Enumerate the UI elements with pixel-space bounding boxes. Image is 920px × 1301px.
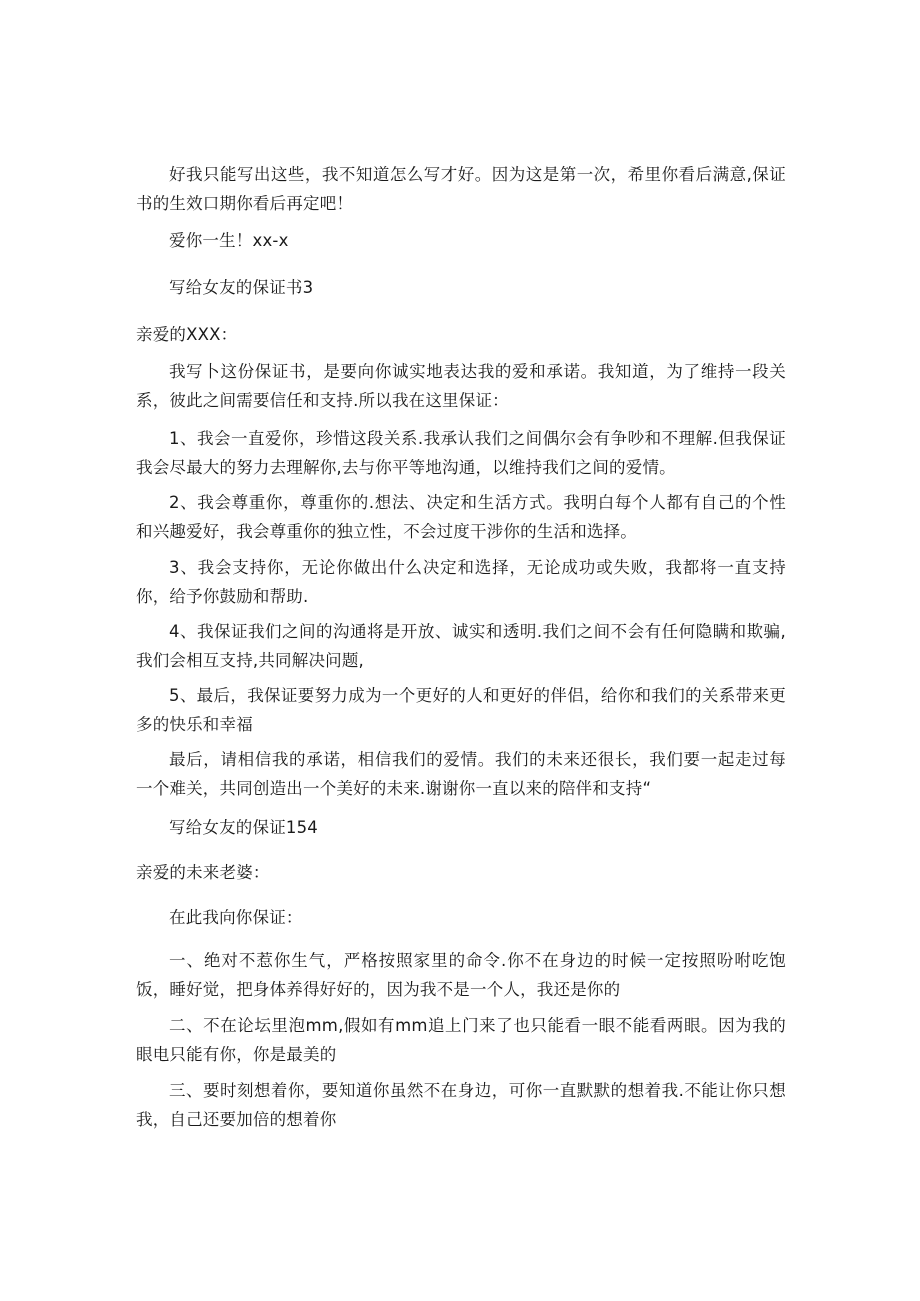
paragraph-pledge-3: 三、要时刻想着你，要知道你虽然不在身边，可你一直默默的想着我.不能让你只想我，自己还要加倍的想着你 — [136, 1081, 786, 1129]
salutation-2: 亲爱的未来老婆： — [136, 863, 270, 882]
salutation-1: 亲爱的XXX： — [136, 325, 238, 344]
section-heading-154: 写给女友的保证154 — [169, 818, 318, 837]
paragraph-item-3: 3、我会支持你，无论你做出什么决定和选择，无论成功或失败，我都将一直支持你，给予你鼓励和帮助. — [136, 558, 786, 606]
paragraph-signature: 爱你一生！xx-x — [169, 231, 289, 250]
section-heading-3: 写给女友的保证书3 — [169, 278, 314, 297]
paragraph-item-4: 4、我保证我们之间的沟通将是开放、诚实和透明.我们之间不会有任何隐瞒和欺骗,我们会相互支持,共同解决问题, — [136, 622, 786, 670]
paragraph-item-5: 5、最后，我保证要努力成为一个更好的人和更好的伴侣，给你和我们的关系带来更多的快乐和幸福 — [136, 686, 786, 734]
paragraph-pledge-2: 二、不在论坛里泡mm,假如有mm追上门来了也只能看一眼不能看两眼。因为我的眼电只能有你，你是最美的 — [136, 1016, 786, 1064]
paragraph-pledge-1: 一、绝对不惹你生气，严格按照家里的命令.你不在身边的时候一定按照吩咐吃饱饭，睡好觉，把身体养得好好的，因为我不是一个人，我还是你的 — [136, 951, 786, 999]
paragraph-pledge-intro: 在此我向你保证： — [169, 908, 303, 927]
paragraph-item-1: 1、我会一直爱你，珍惜这段关系.我承认我们之间偶尔会有争吵和不理解.但我保证我会尽最大的努力去理解你,去与你平等地沟通，以维持我们之间的爱情。 — [136, 429, 786, 477]
paragraph-item-2: 2、我会尊重你，尊重你的.想法、决定和生活方式。我明白每个人都有自己的个性和兴趣爱好，我会尊重你的独立性，不会过度干涉你的生活和选择。 — [136, 493, 786, 541]
paragraph-intro: 我写卜这份保证书，是要向你诚实地表达我的爱和承诺。我知道，为了维持一段关系，彼此之间需要信任和支持.所以我在这里保证： — [136, 362, 786, 410]
paragraph-closing-note: 好我只能写出这些，我不知道怎么写才好。因为这是第一次，希里你看后满意,保证书的生效口期你看后再定吧！ — [136, 165, 786, 213]
paragraph-conclusion: 最后，请相信我的承诺，相信我们的爱情。我们的未来还很长，我们要一起走过每一个难关，共同创造出一个美好的未来.谢谢你一直以来的陪伴和支持“ — [136, 750, 786, 798]
